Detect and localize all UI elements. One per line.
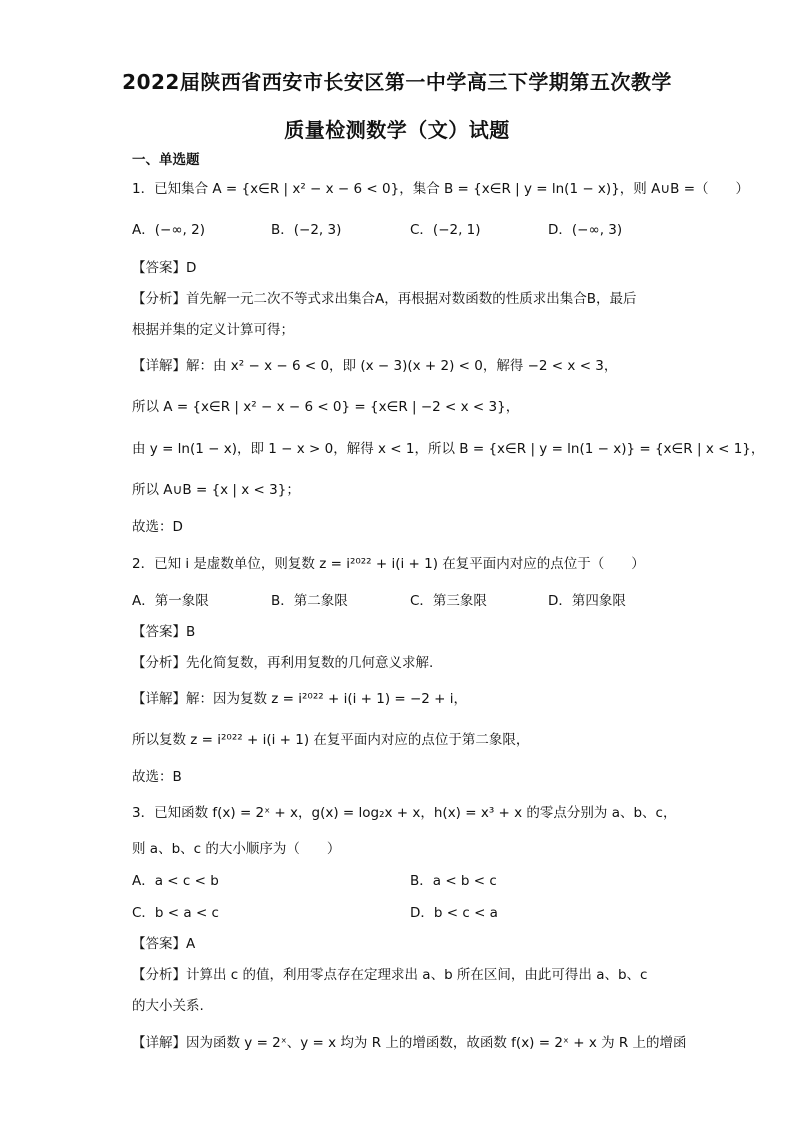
- q1-detail-line2: 所以 A = {x∈R | x² − x − 6 < 0} = {x∈R | −2 < x < 3}，: [132, 399, 520, 415]
- q3-detail-line1: 【详解】因为函数 y = 2ˣ、y = x 均为 R 上的增函数，故函数 f(x) = 2ˣ + x 为 R 上的增函: [132, 1035, 687, 1051]
- q2-option-d: D．第四象限: [548, 593, 626, 609]
- q1-option-b: B．(−2, 3): [271, 222, 342, 238]
- q2-option-a: A．第一象限: [132, 593, 209, 609]
- q1-detail-line1: 【详解】解：由 x² − x − 6 < 0，即 (x − 3)(x + 2) < 0，解得 −2 < x < 3，: [132, 358, 618, 374]
- q3-answer: 【答案】A: [132, 936, 196, 952]
- q1-option-a: A．(−∞, 2): [132, 222, 205, 238]
- section-heading: 一、单选题: [132, 152, 200, 168]
- q1-answer: 【答案】D: [132, 260, 197, 276]
- q2-answer: 【答案】B: [132, 624, 196, 640]
- q3-analysis-line1: 【分析】计算出 c 的值，利用零点存在定理求出 a、b 所在区间，由此可得出 a、b、c: [132, 967, 648, 983]
- q1-analysis-line1: 【分析】首先解一元二次不等式求出集合A，再根据对数函数的性质求出集合B，最后: [132, 291, 637, 307]
- q3-option-a: A．a < c < b: [132, 873, 219, 889]
- q3-stem-line2: 则 a、b、c 的大小顺序为（ ）: [132, 841, 341, 857]
- document-title-line2: 质量检测数学（文）试题: [284, 118, 510, 142]
- q2-stem: 2．已知 i 是虚数单位，则复数 z = i²⁰²² + i(i + 1) 在复平面内对应的点位于（ ）: [132, 556, 645, 572]
- q1-detail-line4: 所以 A∪B = {x | x < 3}；: [132, 482, 300, 498]
- q2-option-b: B．第二象限: [271, 593, 348, 609]
- q2-choose: 故选：B: [132, 769, 182, 785]
- q1-choose: 故选：D: [132, 519, 183, 535]
- q1-option-d: D．(−∞, 3): [548, 222, 623, 238]
- q3-stem-line1: 3．已知函数 f(x) = 2ˣ + x，g(x) = log₂x + x，h(x) = x³ + x 的零点分别为 a、b、c，: [132, 805, 677, 821]
- q3-option-c: C．b < a < c: [132, 905, 219, 921]
- q1-option-c: C．(−2, 1): [410, 222, 481, 238]
- q1-detail-line3: 由 y = ln(1 − x)，即 1 − x > 0，解得 x < 1，所以 B = {x∈R | y = ln(1 − x)} = {x∈R | x < 1}，: [132, 441, 765, 457]
- q3-analysis-line2: 的大小关系.: [132, 998, 204, 1014]
- q3-option-b: B．a < b < c: [410, 873, 497, 889]
- q2-analysis: 【分析】先化简复数，再利用复数的几何意义求解.: [132, 655, 434, 671]
- q2-option-c: C．第三象限: [410, 593, 487, 609]
- q1-analysis-line2: 根据并集的定义计算可得；: [132, 322, 294, 338]
- q3-option-d: D．b < c < a: [410, 905, 498, 921]
- q1-stem: 1．已知集合 A = {x∈R | x² − x − 6 < 0}，集合 B = {x∈R | y = ln(1 − x)}，则 A∪B =（ ）: [132, 181, 750, 197]
- q2-detail-line1: 【详解】解：因为复数 z = i²⁰²² + i(i + 1) = −2 + i，: [132, 691, 468, 707]
- document-title-line1: 2022届陕西省西安市长安区第一中学高三下学期第五次教学: [122, 70, 672, 94]
- q2-detail-line2: 所以复数 z = i²⁰²² + i(i + 1) 在复平面内对应的点位于第二象限，: [132, 732, 530, 748]
